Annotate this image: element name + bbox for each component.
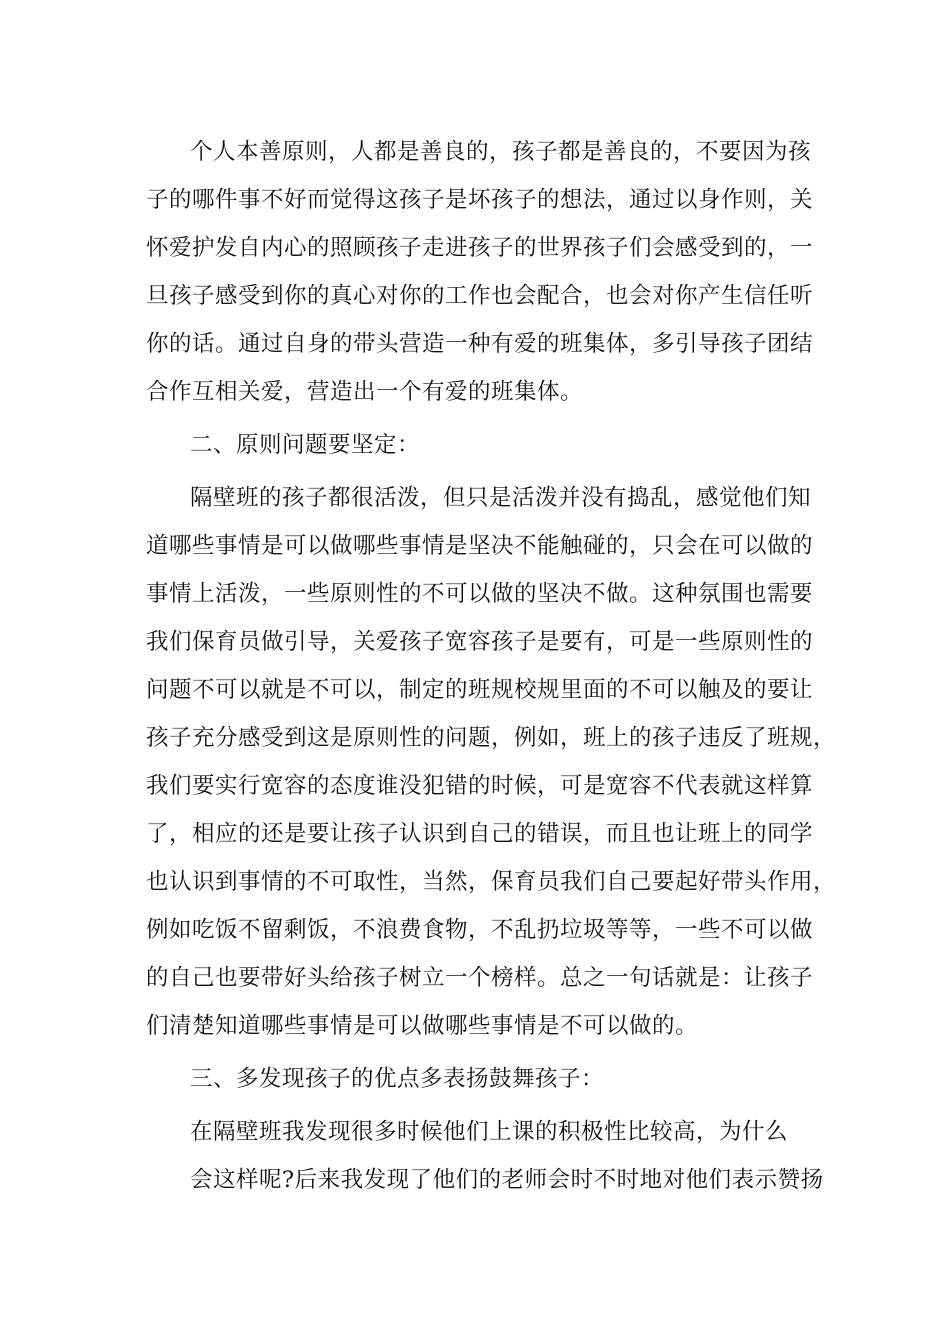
paragraph-2-line-8: 了，相应的还是要让孩子认识到自己的错误，而且也让班上的同学 bbox=[146, 821, 814, 847]
paragraph-2-line-7: 我们要实行宽容的态度谁没犯错的时候，可是宽容不代表就这样算 bbox=[146, 773, 814, 799]
paragraph-2-line-1: 隔壁班的孩子都很活泼，但只是活泼并没有捣乱，感觉他们知 bbox=[190, 485, 812, 511]
paragraph-2-line-2: 道哪些事情是可以做哪些事情是坚决不能触碰的，只会在可以做的 bbox=[146, 533, 814, 559]
section-heading-3: 三、多发现孩子的优点多表扬鼓舞孩子： bbox=[190, 1066, 605, 1092]
paragraph-1-line-1: 个人本善原则，人都是善良的，孩子都是善良的，不要因为孩 bbox=[190, 139, 812, 165]
paragraph-2-line-6: 孩子充分感受到这是原则性的问题，例如，班上的孩子违反了班规， bbox=[146, 725, 837, 751]
paragraph-2-line-4: 我们保育员做引导，关爱孩子宽容孩子是要有，可是一些原则性的 bbox=[146, 629, 814, 655]
paragraph-1-line-6: 合作互相关爱，营造出一个有爱的班集体。 bbox=[146, 379, 584, 405]
paragraph-2-line-5: 问题不可以就是不可以，制定的班规校规里面的不可以触及的要让 bbox=[146, 677, 814, 703]
paragraph-1-line-2: 子的哪件事不好而觉得这孩子是坏孩子的想法，通过以身作则，关 bbox=[146, 187, 814, 213]
paragraph-2-line-12: 们清楚知道哪些事情是可以做哪些事情是不可以做的。 bbox=[146, 1013, 699, 1039]
paragraph-1-line-3: 怀爱护发自内心的照顾孩子走进孩子的世界孩子们会感受到的，一 bbox=[146, 235, 814, 261]
paragraph-2-line-11: 的自己也要带好头给孩子树立一个榜样。总之一句话就是：让孩子 bbox=[146, 965, 814, 991]
paragraph-2-line-3: 事情上活泼，一些原则性的不可以做的坚决不做。这种氛围也需要 bbox=[146, 581, 814, 607]
paragraph-1-line-5: 你的话。通过自身的带头营造一种有爱的班集体，多引导孩子团结 bbox=[146, 331, 814, 357]
paragraph-2-line-10: 例如吃饭不留剩饭，不浪费食物，不乱扔垃圾等等，一些不可以做 bbox=[146, 917, 814, 943]
paragraph-3-line-2: 会这样呢?后来我发现了他们的老师会时不时地对他们表示赞扬 bbox=[190, 1167, 824, 1193]
paragraph-2-line-9: 也认识到事情的不可取性，当然，保育员我们自己要起好带头作用， bbox=[146, 869, 837, 895]
paragraph-3-line-1: 在隔壁班我发现很多时候他们上课的积极性比较高，为什么 bbox=[190, 1119, 789, 1145]
paragraph-1-line-4: 旦孩子感受到你的真心对你的工作也会配合，也会对你产生信任听 bbox=[146, 283, 814, 309]
section-heading-2: 二、原则问题要坚定： bbox=[190, 432, 421, 458]
